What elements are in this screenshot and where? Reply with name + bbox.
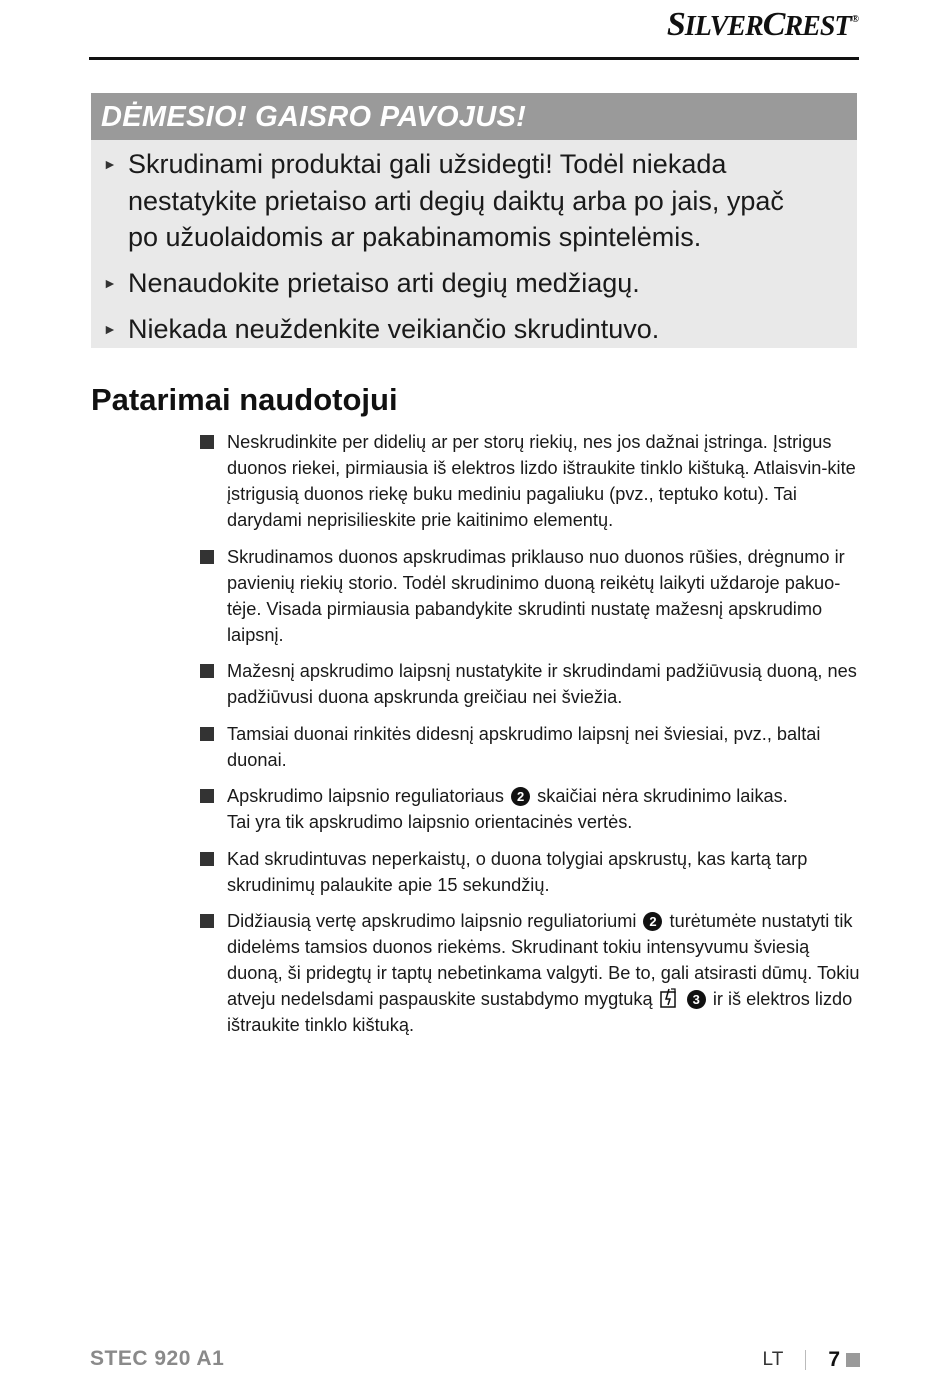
square-bullet-icon [200,435,214,449]
tip-item: Neskrudinkite per didelių ar per storų riekių, nes jos dažnai įstringa. Įstrigus duonos riekei, pirmiausia iš elektros lizdo ištraukite tinklo kištuką. Atlaisvin-kite įstrigusią duonos riekę buku mediniu pagaliuku (pvz., teptuko kotu). Tai darydami neprisilieskite prie kaitinimo elementų. [200,429,865,533]
page-number: 7 [828,1348,840,1371]
square-bullet-icon [200,550,214,564]
tip-item: Tamsiai duonai rinkitės didesnį apskrudimo laipsnį nei šviesiai, pvz., baltai duonai. [200,721,865,773]
warning-title: DĖMESIO! GAISRO PAVOJUS! [91,93,857,140]
header-rule [89,57,859,60]
footer-divider [805,1350,806,1370]
square-bullet-icon [200,914,214,928]
tip-item: Didžiausią vertę apskrudimo laipsnio reguliatoriumi 2 turėtumėte nustatyti tik didelėms tamsios duonos riekėms. Skrudinant tokiu intensyvumu šviesią duoną, ši pridegtų ir taptų nebetinkama valgyti. Be to, gali atsirasti dūmų. Tokiu atveju nedelsdami paspauskite sustabdymo mygtuką 3 ir iš elektros lizdo ištraukite tinklo kištuką. [200,908,865,1038]
tip-item: Kad skrudintuvas neperkaistų, o duona tolygiai apskrustų, kas kartą tarp skrudinimų palaukite apie 15 sekundžių. [200,846,865,898]
number-badge-icon: 2 [511,787,530,806]
square-bullet-icon [200,852,214,866]
square-bullet-icon [200,664,214,678]
arrow-icon: ► [103,156,117,172]
number-badge-icon: 2 [643,912,662,931]
footer-pagination [763,1347,860,1373]
footer-model: STEC 920 A1 [90,1347,225,1370]
warning-list [91,140,857,348]
warning-box [91,93,857,348]
stop-button-icon [660,988,678,1008]
tips-list [200,429,865,1049]
tip-item: Mažesnį apskrudimo laipsnį nustatykite ir skrudindami padžiūvusią duoną, nes padžiūvusi duona apskrunda greičiau nei šviežia. [200,658,865,710]
number-badge-icon: 3 [687,990,706,1009]
arrow-icon: ► [103,275,117,291]
warning-item: ► Niekada neuždenkite veikiančio skrudintuvo. [91,311,857,348]
warning-item: ► Nenaudokite prietaiso arti degių medžiagų. [91,265,857,302]
footer-language: LT [762,1349,784,1370]
warning-item: ► Skrudinami produktai gali užsidegti! Todėl niekada nestatykite prietaiso arti degių daiktų arba po jais, ypač po užuolaidomis ar pakabinamomis spintelėmis. [91,146,857,256]
arrow-icon: ► [103,321,117,337]
brand-logo: SILVERCREST® [666,6,858,43]
section-title: Patarimai naudotojui [91,382,398,417]
tip-item: Skrudinamos duonos apskrudimas priklauso nuo duonos rūšies, drėgnumo ir pavienių riekių storio. Todėl skrudinimo duoną reikėtų laikyti uždaroje pakuo-tėje. Visada pirmiausia pabandykite skrudinti nustatę mažesnį apskrudimo laipsnį. [200,544,865,648]
square-bullet-icon [200,789,214,803]
square-bullet-icon [200,727,214,741]
tip-item: Apskrudimo laipsnio reguliatoriaus 2 skaičiai nėra skrudinimo laikas. Tai yra tik apskrudimo laipsnio orientacinės vertės. [200,783,865,835]
square-marker-icon [846,1353,860,1367]
